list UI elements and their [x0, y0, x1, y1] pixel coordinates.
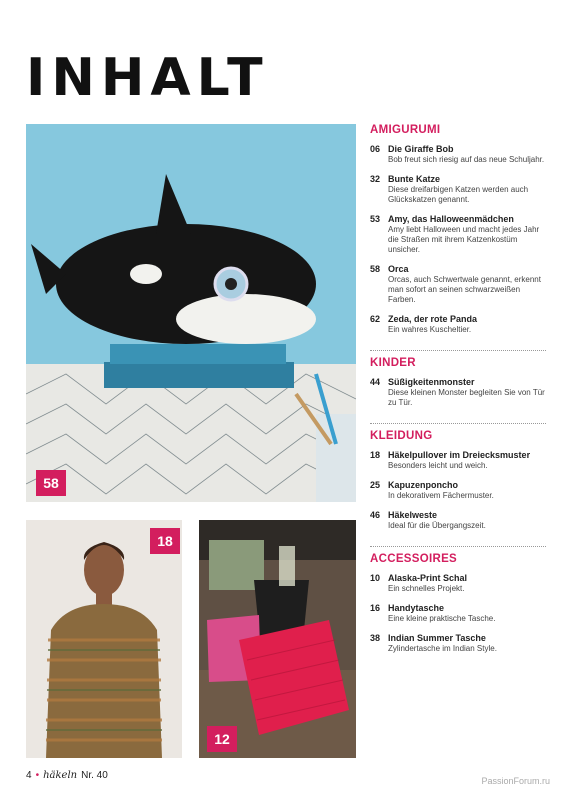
entry-title: Bunte Katze	[388, 174, 441, 184]
entry-description: Zylindertasche im Indian Style.	[388, 644, 497, 653]
toc-entry[interactable]	[370, 603, 546, 624]
page-badge-pullover: 18	[150, 528, 180, 554]
entry-page-number: 10	[370, 573, 381, 583]
entry-description: Besonders leicht und weich.	[388, 461, 488, 470]
entry-title: Alaska-Print Schal	[388, 573, 468, 583]
section-kinder	[370, 357, 546, 424]
section-accessoires	[370, 553, 546, 669]
entry-description: Ideal für die Übergangszeit.	[388, 521, 486, 530]
section-title: ACCESSOIRES	[370, 553, 458, 565]
section-title: KLEIDUNG	[370, 430, 433, 442]
magazine-brand: häkeln	[43, 770, 78, 781]
entry-description: Diese dreifarbigen Katzen werden auch Glückskatzen genannt.	[388, 185, 529, 204]
section-kleidung	[370, 430, 546, 547]
entry-page-number: 62	[370, 314, 381, 324]
watermark: PassionForum.ru	[481, 776, 550, 786]
section-title: KINDER	[370, 357, 416, 369]
entry-page-number: 06	[370, 144, 381, 154]
entry-description: Eine kleine praktische Tasche.	[388, 614, 496, 623]
toc-entry[interactable]	[370, 264, 546, 305]
entry-page-number: 53	[370, 214, 381, 224]
entry-title: Die Giraffe Bob	[388, 144, 454, 154]
cloths-photo	[199, 520, 356, 758]
entry-title: Süßigkeitenmonster	[388, 377, 475, 387]
section-amigurumi	[370, 124, 546, 351]
page-title: INHALT	[26, 48, 269, 108]
pullover-illustration	[26, 520, 182, 758]
orca-illustration	[26, 124, 356, 502]
entry-title: Handytasche	[388, 603, 445, 613]
entry-page-number: 25	[370, 480, 381, 490]
entry-page-number: 38	[370, 633, 381, 643]
entry-page-number: 18	[370, 450, 381, 460]
pullover-photo	[26, 520, 182, 758]
entry-page-number: 16	[370, 603, 381, 613]
toc-entry[interactable]	[370, 144, 546, 165]
page-number: 4	[26, 770, 32, 781]
entry-description: Ein wahres Kuscheltier.	[388, 325, 472, 334]
entry-title: Orca	[388, 264, 409, 274]
toc-entry[interactable]	[370, 450, 546, 471]
entry-title: Häkelweste	[388, 510, 438, 520]
orca-photo	[26, 124, 356, 502]
toc-entry[interactable]	[370, 314, 546, 335]
toc-entry[interactable]	[370, 377, 546, 408]
entry-page-number: 44	[370, 377, 381, 387]
entry-description: Ein schnelles Projekt.	[388, 584, 465, 593]
page-footer	[26, 770, 108, 781]
toc-entry[interactable]	[370, 633, 546, 654]
entry-title: Kapuzenponcho	[388, 480, 458, 490]
entry-description: Bob freut sich riesig auf das neue Schuljahr.	[388, 155, 545, 164]
toc-entry[interactable]	[370, 480, 546, 501]
entry-description: In dekorativem Fächermuster.	[388, 491, 494, 500]
entry-page-number: 46	[370, 510, 381, 520]
page-badge-cloths: 12	[207, 726, 237, 752]
table-of-contents	[370, 120, 546, 675]
entry-title: Zeda, der rote Panda	[388, 314, 478, 324]
separator-dot: •	[35, 770, 40, 781]
toc-entry[interactable]	[370, 573, 546, 594]
toc-entry[interactable]	[370, 510, 546, 531]
entry-title: Häkelpullover im Dreiecksmuster	[388, 450, 531, 460]
section-title: AMIGURUMI	[370, 124, 441, 136]
entry-description: Amy liebt Halloween und macht jedes Jahr die Straßen mit ihrem Katzenkostüm unsicher.	[388, 225, 540, 254]
toc-entry[interactable]	[370, 174, 546, 205]
issue-number: Nr. 40	[81, 770, 108, 781]
entry-page-number: 58	[370, 264, 381, 274]
page-badge-orca: 58	[36, 470, 66, 496]
entry-title: Amy, das Halloweenmädchen	[388, 214, 514, 224]
entry-description: Diese kleinen Monster begleiten Sie von Tür zu Tür.	[388, 388, 545, 407]
toc-entry[interactable]	[370, 214, 546, 255]
entry-title: Indian Summer Tasche	[388, 633, 486, 643]
entry-page-number: 32	[370, 174, 381, 184]
cloths-illustration	[199, 520, 356, 758]
entry-description: Orcas, auch Schwertwale genannt, erkennt man sofort an seinen schwarzweißen Farben.	[388, 275, 541, 304]
